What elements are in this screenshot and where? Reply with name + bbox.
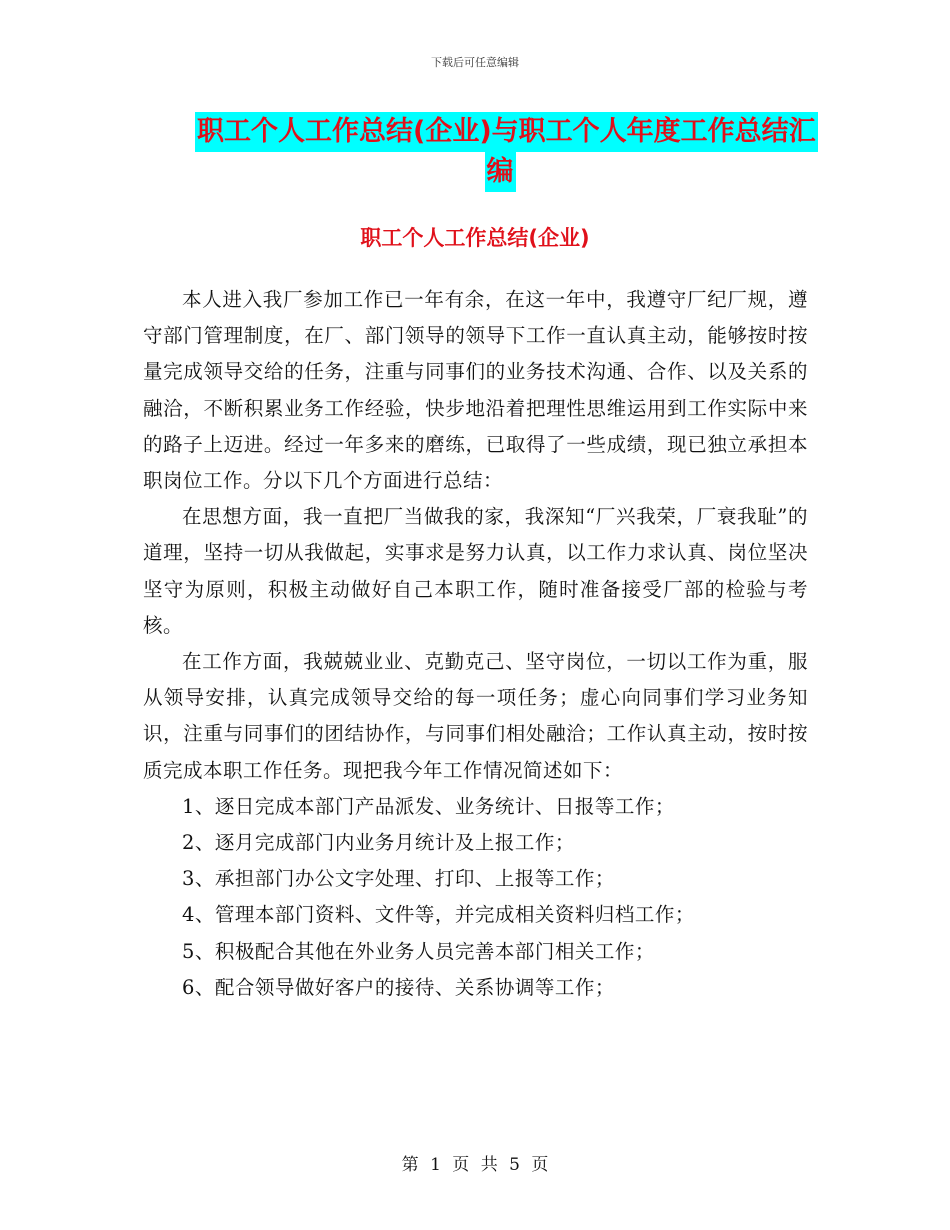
title-line-2: 编 <box>485 152 516 192</box>
page-number: 第 1 页 共 5 页 <box>401 1155 549 1175</box>
title-line-1: 职工个人工作总结(企业)与职工个人年度工作总结汇 <box>195 112 818 152</box>
list-item: 4、管理本部门资料、文件等，并完成相关资料归档工作； <box>182 903 695 927</box>
paragraph: 本人进入我厂参加工作已一年有余，在这一年中，我遵守厂纪厂规，遵守部门管理制度，在厂、部门领导的领导下工作一直认真主动，能够按时按量完成领导交给的任务，注重与同事们的业务技术沟通、合作、以及关系的融洽，不断积累业务工作经验，快步地沿着把理性思维运用到工作实际中来的路子上迈进。经过一年多来的磨练，已取得了一些成绩，现已独立承担本职岗位工作。分以下几个方面进行总结： <box>143 288 808 493</box>
list-item: 2、逐月完成部门内业务月统计及上报工作； <box>182 831 575 855</box>
document-title <box>195 112 816 192</box>
section-title: 职工个人工作总结(企业) <box>360 226 590 250</box>
header-note: 下载后可任意编辑 <box>431 56 519 69</box>
list-item: 1、逐日完成本部门产品派发、业务统计、日报等工作； <box>182 794 675 818</box>
paragraph: 在思想方面，我一直把厂当做我的家，我深知“厂兴我荣，厂衰我耻”的道理，坚持一切从我做起，实事求是努力认真，以工作力求认真、岗位坚决坚守为原则，积极主动做好自己本职工作，随时准备接受厂部的检验与考核。 <box>143 505 808 637</box>
list-item: 3、承担部门办公文字处理、打印、上报等工作； <box>182 867 615 891</box>
document-body <box>143 282 808 1006</box>
paragraph: 在工作方面，我兢兢业业、克勤克己、坚守岗位，一切以工作为重，服从领导安排，认真完成领导交给的每一项任务；虚心向同事们学习业务知识，注重与同事们的团结协作，与同事们相处融洽；工作认真主动，按时按质完成本职工作任务。现把我今年工作情况简述如下： <box>143 650 808 782</box>
list-item: 6、配合领导做好客户的接待、关系协调等工作； <box>182 975 615 999</box>
list-item: 5、积极配合其他在外业务人员完善本部门相关工作； <box>182 939 655 963</box>
